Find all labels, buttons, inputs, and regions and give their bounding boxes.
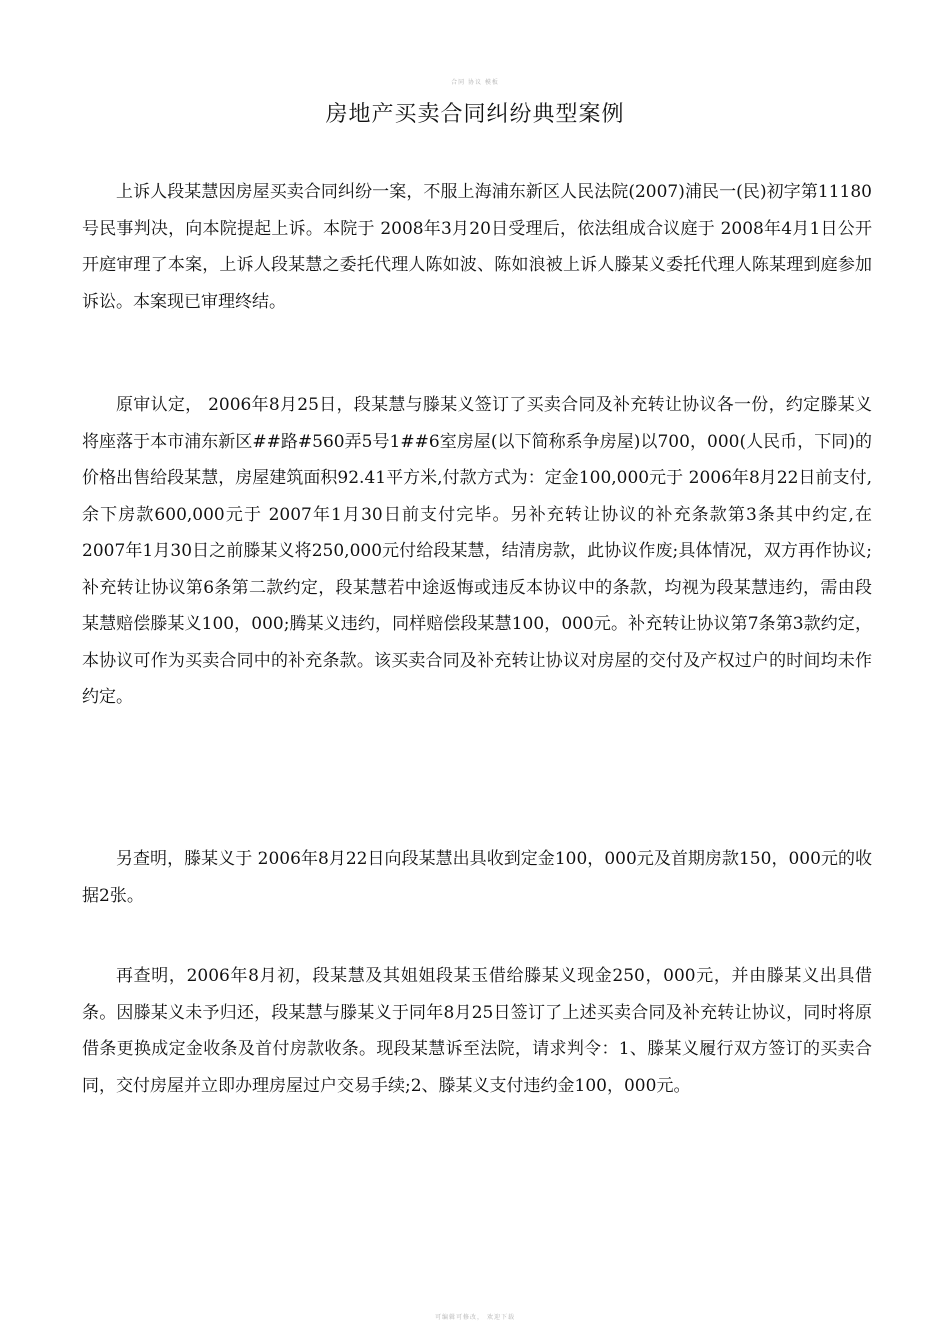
paragraph-additional-finding: 再查明，2006年8月初，段某慧及其姐姐段某玉借给滕某义现金250，000元，并由滕某义出具借条。因滕某义未予归还，段某慧与滕某义于同年8月25日签订了上述买卖合同及补充转让协议，同时将原借条更换成定金收条及首付房款收条。现段某慧诉至法院，请求判令：1、滕某义履行双方签订的买卖合同，交付房屋并立即办理房屋过户交易手续;2、滕某义支付违约金100，000元。	[82, 966, 872, 1096]
paragraph-further-finding: 另查明，滕某义于 2006年8月22日向段某慧出具收到定金100，000元及首期房款150，000元的收据2张。	[82, 849, 872, 906]
footer-watermark: 可编辑可修改， 欢迎下载	[435, 1314, 515, 1321]
paragraph-original-findings: 原审认定， 2006年8月25日，段某慧与滕某义签订了买卖合同及补充转让协议各一份，约定滕某义将座落于本市浦东新区##路#560弄5号1##6室房屋(以下简称系争房屋)以700，000(人民币，下同)的价格出售给段某慧，房屋建筑面积92.41平方米,付款方式为：定金100,000元于 2006年8月22日前支付,余下房款600,000元于 2007年1月30日前支付完毕。另补充转让协议的补充条款第3条其中约定,在 2007年1月30日之前滕某义将250,000元付给段某慧，结清房款，此协议作废;具体情况，双方再作协议;补充转让协议第6条第二款约定，段某慧若中途返悔或违反本协议中的条款，均视为段某慧违约，需由段某慧赔偿滕某义100，000;腾某义违约，同样赔偿段某慧100，000元。补充转让协议第7条第3款约定，本协议可作为买卖合同中的补充条款。该买卖合同及补充转让协议对房屋的交付及产权过户的时间均未作约定。	[82, 395, 872, 707]
paragraph-appeal-intro: 上诉人段某慧因房屋买卖合同纠纷一案，不服上海浦东新区人民法院(2007)浦民一(民)初字第11180号民事判决，向本院提起上诉。本院于 2008年3月20日受理后，依法组成合议庭于 2008年4月1日公开开庭审理了本案，上诉人段某慧之委托代理人陈如波、陈如浪被上诉人滕某义委托代理人陈某理到庭参加诉讼。本案现已审理终结。	[82, 182, 872, 312]
document-title: 房地产买卖合同纠纷典型案例	[325, 102, 625, 127]
header-watermark: 合同 协议 模板	[451, 79, 499, 86]
